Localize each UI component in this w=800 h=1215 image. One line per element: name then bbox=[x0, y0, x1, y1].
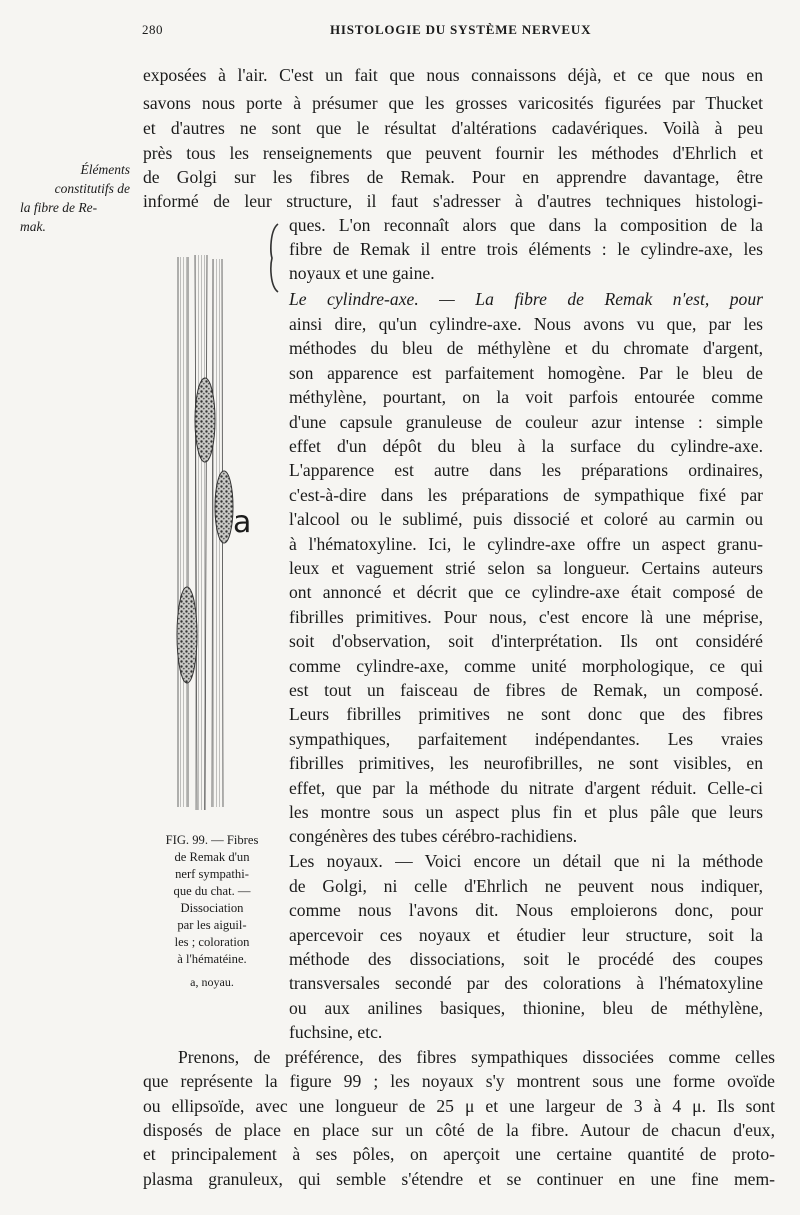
caption-line: que du chat. — bbox=[173, 884, 251, 898]
text-line: savons nous porte à présumer que les grosses varicosités figurées par Thucket bbox=[143, 93, 763, 113]
text-line: et d'autres ne sont que le résultat d'altérations cadavériques. Voilà à peu bbox=[143, 118, 763, 138]
text-line: de Golgi, ni celle d'Ehrlich ne peuvent nous indiquer, bbox=[289, 876, 763, 896]
text-line: comme nous l'avons dit. Nous emploierons donc, pour bbox=[289, 900, 763, 920]
text-line: fibrilles primitives. Pour nous, c'est encore là une méprise, bbox=[289, 607, 763, 627]
text-line: informé de leur structure, il faut s'adresser à d'autres techniques histologi- bbox=[143, 191, 763, 211]
figure-99-remak-fibers bbox=[150, 245, 270, 815]
text-line: méthylène, pourtant, on la voit parfois entourée comme bbox=[289, 387, 763, 407]
text-line: ou ellipsoïde, avec une longueur de 25 μ et une largeur de 3 à 4 μ. Ils sont bbox=[143, 1096, 775, 1116]
text-line: sympathiques, parfaitement indépendantes. Les vraies bbox=[289, 729, 763, 749]
text-line: son apparence est parfaitement homogène. Par le bleu de bbox=[289, 363, 763, 383]
text-line: comme cylindre-axe, comme unité morphologique, ce qui bbox=[289, 656, 763, 676]
text-line: d'une capsule granuleuse de couleur azur intense : simple bbox=[289, 412, 763, 432]
text-line: congénères des tubes cérébro-rachidiens. bbox=[289, 826, 578, 846]
caption-line: de Remak d'un bbox=[174, 850, 250, 864]
caption-line: FIG. 99. — Fibres bbox=[165, 833, 259, 847]
text-line: de Golgi sur les fibres de Remak. Pour en apprendre davantage, être bbox=[143, 167, 763, 187]
text-line: fuchsine, etc. bbox=[289, 1022, 383, 1042]
text-line: effet, que par la méthode du nitrate d'argent réduit. Celle-ci bbox=[289, 778, 763, 798]
text-line: L'apparence est autre dans les préparations ordinaires, bbox=[289, 460, 763, 480]
nucleus-3 bbox=[177, 587, 197, 683]
caption-line: les ; coloration bbox=[174, 935, 250, 949]
text-line: Leurs fibrilles primitives ne sont donc que des fibres bbox=[289, 704, 763, 724]
figure-letter: a bbox=[233, 505, 252, 540]
text-line: exposées à l'air. C'est un fait que nous connaissons déjà, et ce que nous en bbox=[143, 65, 763, 85]
text-line: transversales secondé par des colorations à l'hématoxyline bbox=[289, 973, 763, 993]
margin-note-line: Éléments bbox=[80, 162, 130, 177]
text-line: fibre de Remak il entre trois éléments : le cylindre-axe, les bbox=[289, 239, 763, 259]
text-line: à l'hématoxyline. Ici, le cylindre-axe offre un aspect granu- bbox=[289, 534, 763, 554]
text-line: disposés de place en place sur un côté de la fibre. Autour de chacun d'eux, bbox=[143, 1120, 775, 1140]
text-line: ainsi dire, qu'un cylindre-axe. Nous avons vu que, par les bbox=[289, 314, 763, 334]
text-line: méthode des dissociations, soit le procédé des coupes bbox=[289, 949, 763, 969]
caption-line: nerf sympathi- bbox=[175, 867, 249, 881]
caption-line: à l'hématéine. bbox=[177, 952, 247, 966]
subsection-line: Le cylindre-axe. — La fibre de Remak n'est, pour bbox=[289, 289, 763, 309]
caption-legend: a, noyau. bbox=[190, 975, 234, 989]
text-line: ques. L'on reconnaît alors que dans la composition de la bbox=[289, 215, 763, 235]
running-header bbox=[0, 22, 800, 46]
text-line: noyaux et une gaine. bbox=[289, 263, 435, 283]
text-line: effet d'un dépôt du bleu à la surface du cylindre-axe. bbox=[289, 436, 763, 456]
text-line: et principalement à ses pôles, on aperçoit une certaine quantité de proto- bbox=[143, 1144, 775, 1164]
page-number: 280 bbox=[142, 22, 163, 37]
text-line: méthodes du bleu de méthylène et du chromate d'argent, bbox=[289, 338, 763, 358]
text-line: ont annoncé et décrit que ce cylindre-axe était composé de bbox=[289, 582, 763, 602]
margin-note bbox=[20, 160, 130, 236]
text-line: près tous les renseignements que peuvent fournir les méthodes d'Ehrlich et bbox=[143, 143, 763, 163]
figure-caption bbox=[152, 832, 272, 991]
margin-note-line: la fibre de Re- bbox=[20, 200, 98, 215]
running-title: HISTOLOGIE DU SYSTÈME NERVEUX bbox=[330, 22, 592, 37]
caption-line: par les aiguil- bbox=[177, 918, 247, 932]
text-line: Prenons, de préférence, des fibres sympathiques dissociées comme celles bbox=[178, 1047, 775, 1067]
margin-note-line: constitutifs de bbox=[54, 181, 130, 196]
text-line: ou aux anilines basiques, thionine, bleu de méthylène, bbox=[289, 998, 763, 1018]
text-line: les montre sous un aspect plus fin et plus pâle que leurs bbox=[289, 802, 763, 822]
nucleus-1 bbox=[195, 378, 215, 462]
text-line: plasma granuleux, qui semble s'étendre et se continuer en une fine mem- bbox=[143, 1169, 775, 1189]
caption-line: Dissociation bbox=[180, 901, 244, 915]
text-line: c'est-à-dire dans les préparations de sympathique fixé par bbox=[289, 485, 763, 505]
margin-note-line: mak. bbox=[20, 219, 46, 234]
text-line: que représente la figure 99 ; les noyaux s'y montrent sous une forme ovoïde bbox=[143, 1071, 775, 1091]
subsection-line: Les noyaux. — Voici encore un détail que ni la méthode bbox=[289, 851, 763, 871]
text-line: soit d'observation, soit d'interprétation. Ils ont considéré bbox=[289, 631, 763, 651]
nucleus-2 bbox=[215, 471, 233, 543]
text-line: est tout un faisceau de fibres de Remak, un composé. bbox=[289, 680, 763, 700]
text-line: apercevoir ces noyaux et étudier leur structure, soit la bbox=[289, 925, 763, 945]
text-line: fibrilles primitives, les neurofibrilles, ne sont visibles, en bbox=[289, 753, 763, 773]
text-line: l'alcool ou le sublimé, puis dissocié et coloré au carmin ou bbox=[289, 509, 763, 529]
text-line: leux et vaguement strié selon sa longueur. Certains auteurs bbox=[289, 558, 763, 578]
